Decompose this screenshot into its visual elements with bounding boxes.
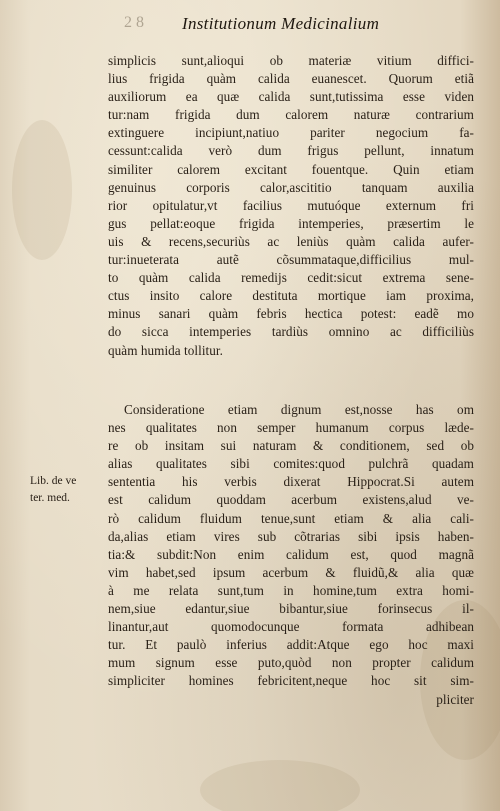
text-line: rior opitulatur,vt facilius mutuóque externum fri: [108, 197, 474, 213]
catchword: pliciter: [436, 691, 474, 707]
text-line: similiter calorem excitant fouentque. Quin etiam: [108, 161, 474, 177]
text-line: genuinus corporis calor,ascititio tanquam auxilia: [108, 179, 474, 195]
text-line: lius frigida quàm calida euanescet. Quorum etiã: [108, 71, 474, 87]
text-line: re ob insitam sui naturam & conditionem, sed ob: [108, 438, 474, 454]
paper-stain: [12, 120, 72, 260]
text-line: Consideratione etiam dignum est,nosse has om: [124, 402, 474, 417]
text-line: simpliciter homines febricitent,neque hoc sit sim-: [108, 673, 474, 689]
text-line: to quàm calida remedijs cedit:sicut extrema sene-: [108, 270, 474, 286]
text-line: mum signum esse puto,quòd non propter calidum: [108, 655, 474, 671]
text-line: cessunt:calida verò dum frigus pellunt, innatum: [108, 143, 474, 159]
text-line: alias qualitates sibi comites:quod pulchrã quadam: [108, 456, 474, 472]
text-line: ctus insito calore destituta mortique iam proxima,: [108, 288, 474, 304]
text-line: linantur,aut quomodocunque formata adhibean: [108, 619, 474, 635]
text-line: uis & recens,securiùs ac leniùs quàm calida aufer-: [108, 233, 474, 249]
text-line: tur. Et paulò inferius addit:Atque ego hoc maxi: [108, 637, 474, 653]
text-line: da,alias etiam vires sub cõtrarias sibi ipsis haben-: [108, 528, 474, 544]
text-line: auxiliorum ea quæ calida sunt,tutissima esse viden: [108, 89, 474, 105]
marginal-note-line: ter. med.: [30, 492, 70, 504]
folio-number: 2 8: [124, 14, 144, 31]
text-line: nem,siue edantur,siue bibantur,siue forinsecus il-: [108, 601, 474, 617]
text-line: quàm humida tollitur.: [108, 342, 223, 358]
text-line: simplicis sunt,alioqui ob materiæ vitium diffici-: [108, 53, 474, 68]
page-header: [0, 14, 500, 40]
paragraph-1: [108, 52, 474, 360]
text-line: sententia his verbis dixerat Hippocrat.Si autem: [108, 474, 474, 490]
text-line: do sicca intemperies tardiùs omnino ac difficiliùs: [108, 324, 474, 340]
text-line: tia:& subdit:Non enim calidum est, quod magnã: [108, 546, 474, 562]
paper-stain: [200, 760, 360, 811]
text-line: gus pellat:eoque frigida intemperies, præsertim le: [108, 215, 474, 231]
text-line: vim habet,sed ipsum acerbum & fluidũ,& alia quæ: [108, 564, 474, 580]
text-line: extinguere incipiunt,natiuo pariter negocium fa-: [108, 125, 474, 141]
text-line: tur:inueterata autẽ cõsummataque,difficilius mul-: [108, 252, 474, 268]
text-line: minus sanari quàm febris hectica potest: eadẽ mo: [108, 306, 474, 322]
text-line: est calidum quoddam acerbum existens,alud ve-: [108, 492, 474, 508]
text-line: à me relata sunt,tum in homine,tum extra homi-: [108, 582, 474, 598]
marginal-note: [30, 473, 98, 507]
text-line: nes qualitates non semper humanum corpus læde-: [108, 420, 474, 436]
running-head: Institutionum Medicinalium: [182, 14, 380, 33]
text-line: tur:nam frigida dum calorem naturæ contrarium: [108, 107, 474, 123]
marginal-note-line: Lib. de ve: [30, 475, 77, 487]
text-line: rò calidum fluidum tenue,sunt etiam & alia cali-: [108, 510, 474, 526]
paragraph-2: [108, 401, 474, 709]
